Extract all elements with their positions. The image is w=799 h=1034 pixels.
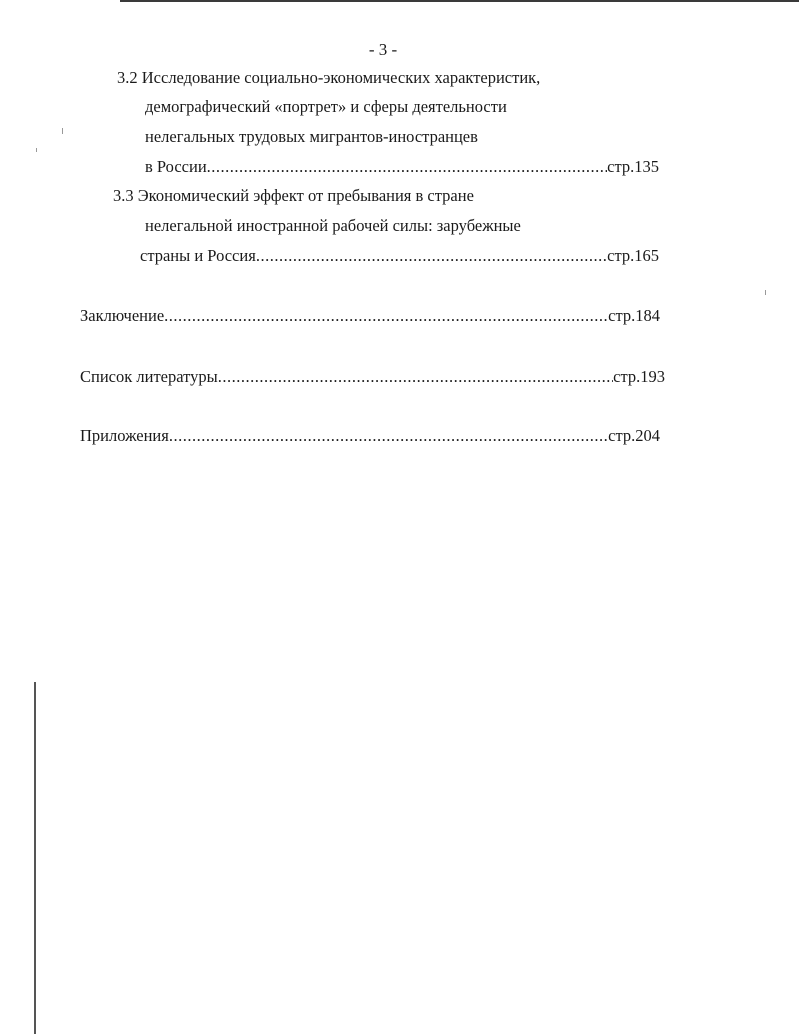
toc-conclusion-title: Заключение	[80, 306, 165, 325]
toc-leader-dots	[218, 367, 613, 387]
page-number: - 3 -	[368, 40, 398, 59]
scan-speck	[36, 148, 37, 152]
toc-3-2-last-line: в России	[145, 157, 207, 176]
toc-entry-conclusion[interactable]	[80, 306, 660, 326]
toc-3-3-last-line: страны и Россия	[140, 246, 256, 265]
toc-conclusion-page: стр.184	[608, 306, 660, 325]
toc-leader-dots	[256, 246, 607, 266]
toc-leader-dots	[207, 157, 607, 177]
toc-leader-dots	[164, 306, 608, 326]
toc-appendices-page: стр.204	[608, 426, 660, 445]
toc-references-title: Список литературы	[80, 367, 218, 386]
toc-entry-references[interactable]	[80, 367, 665, 387]
toc-3-2-line-3: нелегальных трудовых мигрантов-иностранцев	[145, 127, 478, 146]
toc-entry-3-2[interactable]	[145, 157, 659, 177]
scan-border-top	[120, 0, 799, 2]
toc-3-2-line-2: демографический «портрет» и сферы деятельности	[145, 97, 507, 116]
toc-3-3-line-1: 3.3 Экономический эффект от пребывания в стране	[113, 186, 474, 205]
toc-leader-dots	[169, 426, 608, 446]
scan-speck	[62, 128, 63, 134]
toc-entry-3-3[interactable]	[140, 246, 659, 266]
toc-3-3-page: стр.165	[607, 246, 659, 265]
toc-references-page: стр.193	[613, 367, 665, 386]
toc-3-3-line-2: нелегальной иностранной рабочей силы: зарубежные	[145, 216, 521, 235]
toc-3-2-page: стр.135	[607, 157, 659, 176]
toc-appendices-title: Приложения	[80, 426, 169, 445]
scan-border-left	[34, 682, 36, 1034]
scan-speck	[765, 290, 766, 295]
toc-3-2-line-1: 3.2 Исследование социально-экономических характеристик,	[117, 68, 541, 87]
toc-entry-appendices[interactable]	[80, 426, 660, 446]
